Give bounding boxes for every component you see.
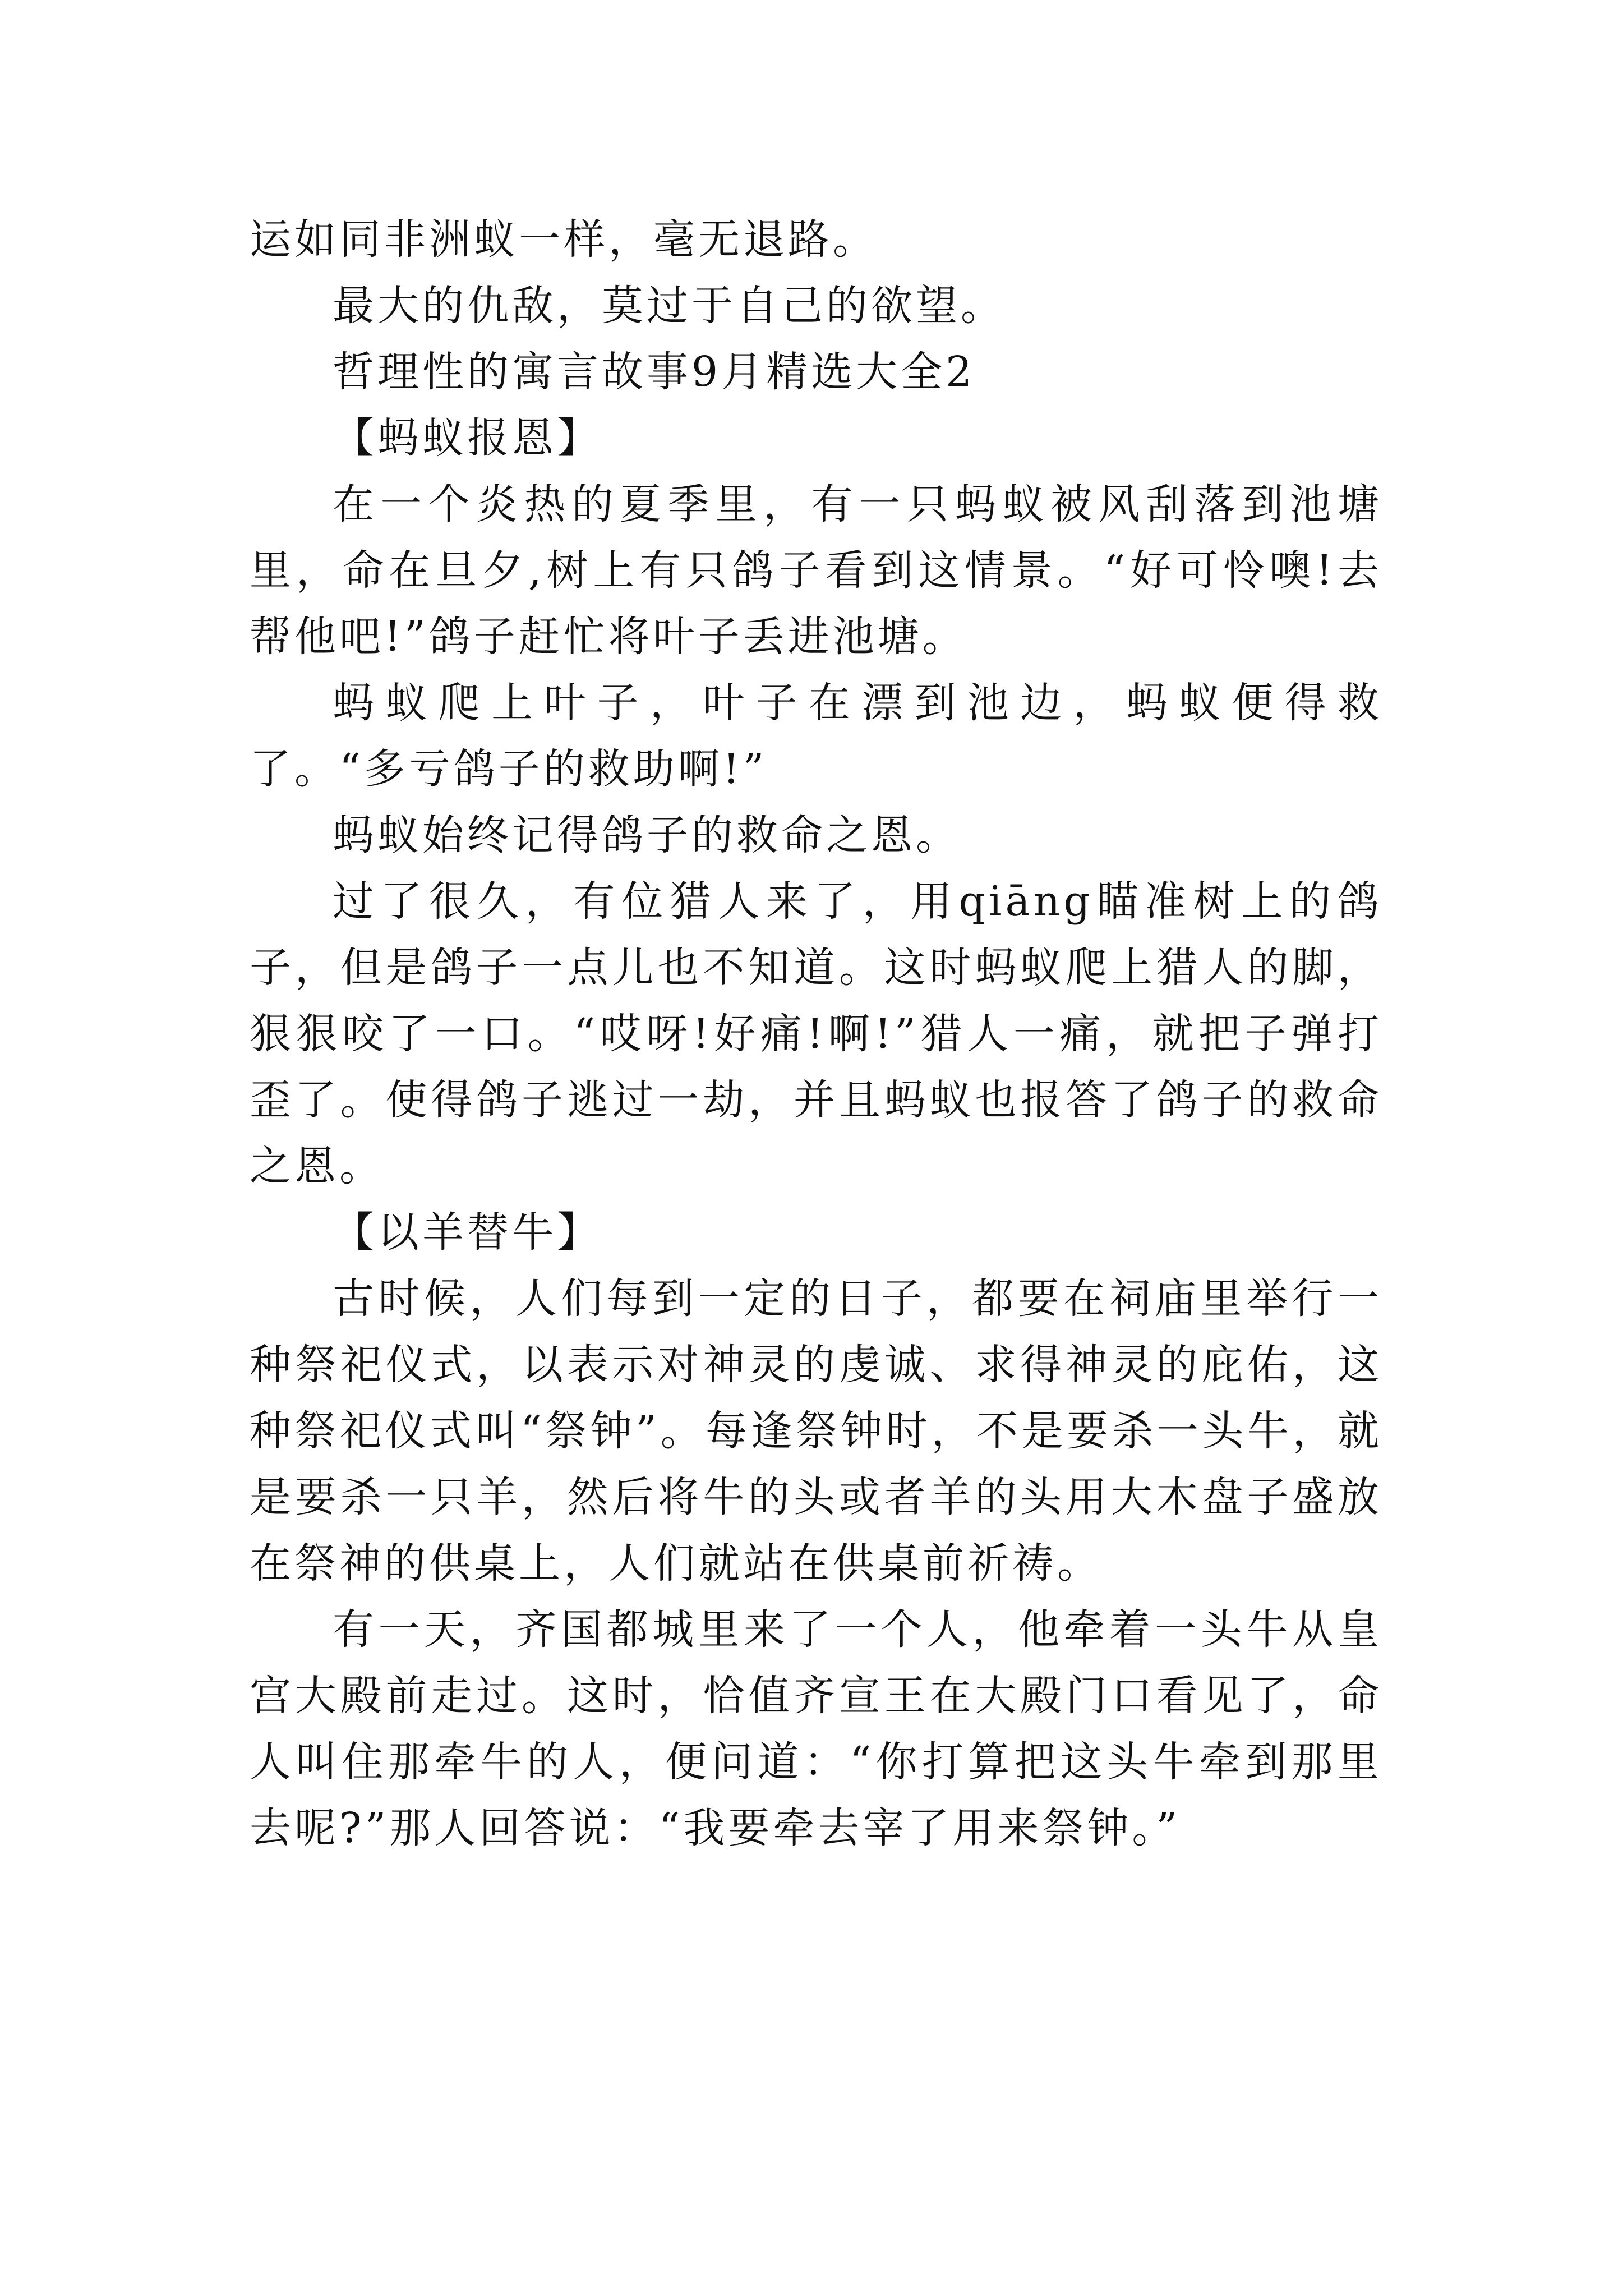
- paragraph: 古时候，人们每到一定的日子，都要在祠庙里举行一种祭祀仪式，以表示对神灵的虔诚、求得神灵的庇佑，这种祭祀仪式叫“祭钟”。每逢祭钟时，不是要杀一头牛，就是要杀一只羊，然后将牛的头或者羊的头用大木盘子盛放在祭神的供桌上，人们就站在供桌前祈祷。: [250, 1274, 1382, 1588]
- section-title: 哲理性的寓言故事9月精选大全2: [333, 348, 976, 396]
- paragraph: 在一个炎热的夏季里，有一只蚂蚁被风刮落到池塘里，命在旦夕,树上有只鸽子看到这情景。“好可怜噢!去帮他吧!”鸽子赶忙将叶子丢进池塘。: [250, 480, 1382, 661]
- document-body: [250, 206, 1382, 1861]
- paragraph: 有一天，齐国都城里来了一个人，他牵着一头牛从皇宫大殿前走过。这时，恰值齐宣王在大殿门口看见了，命人叫住那牵牛的人，便问道：“你打算把这头牛牵到那里去呢?”那人回答说：“我要牵去宰了用来祭钟。”: [250, 1605, 1382, 1852]
- paragraph-continuation: 运如同非洲蚁一样，毫无退路。: [250, 215, 878, 264]
- story-title-ant: 【蚂蚁报恩】: [333, 414, 602, 462]
- paragraph: 蚂蚁始终记得鸽子的救命之恩。: [333, 811, 961, 859]
- paragraph: 蚂蚁爬上叶子，叶子在漂到池边，蚂蚁便得救了。“多亏鸽子的救助啊!”: [250, 679, 1382, 793]
- story-title-sheep: 【以羊替牛】: [333, 1208, 602, 1257]
- paragraph: 过了很久，有位猎人来了，用qiāng瞄准树上的鸽子，但是鸽子一点儿也不知道。这时蚂蚁爬上猎人的脚，狠狠咬了一口。“哎呀!好痛!啊!”猎人一痛，就把子弹打歪了。使得鸽子逃过一劫，并且蚂蚁也报答了鸽子的救命之恩。: [250, 877, 1382, 1190]
- paragraph-moral: 最大的仇敌，莫过于自己的欲望。: [333, 282, 1006, 330]
